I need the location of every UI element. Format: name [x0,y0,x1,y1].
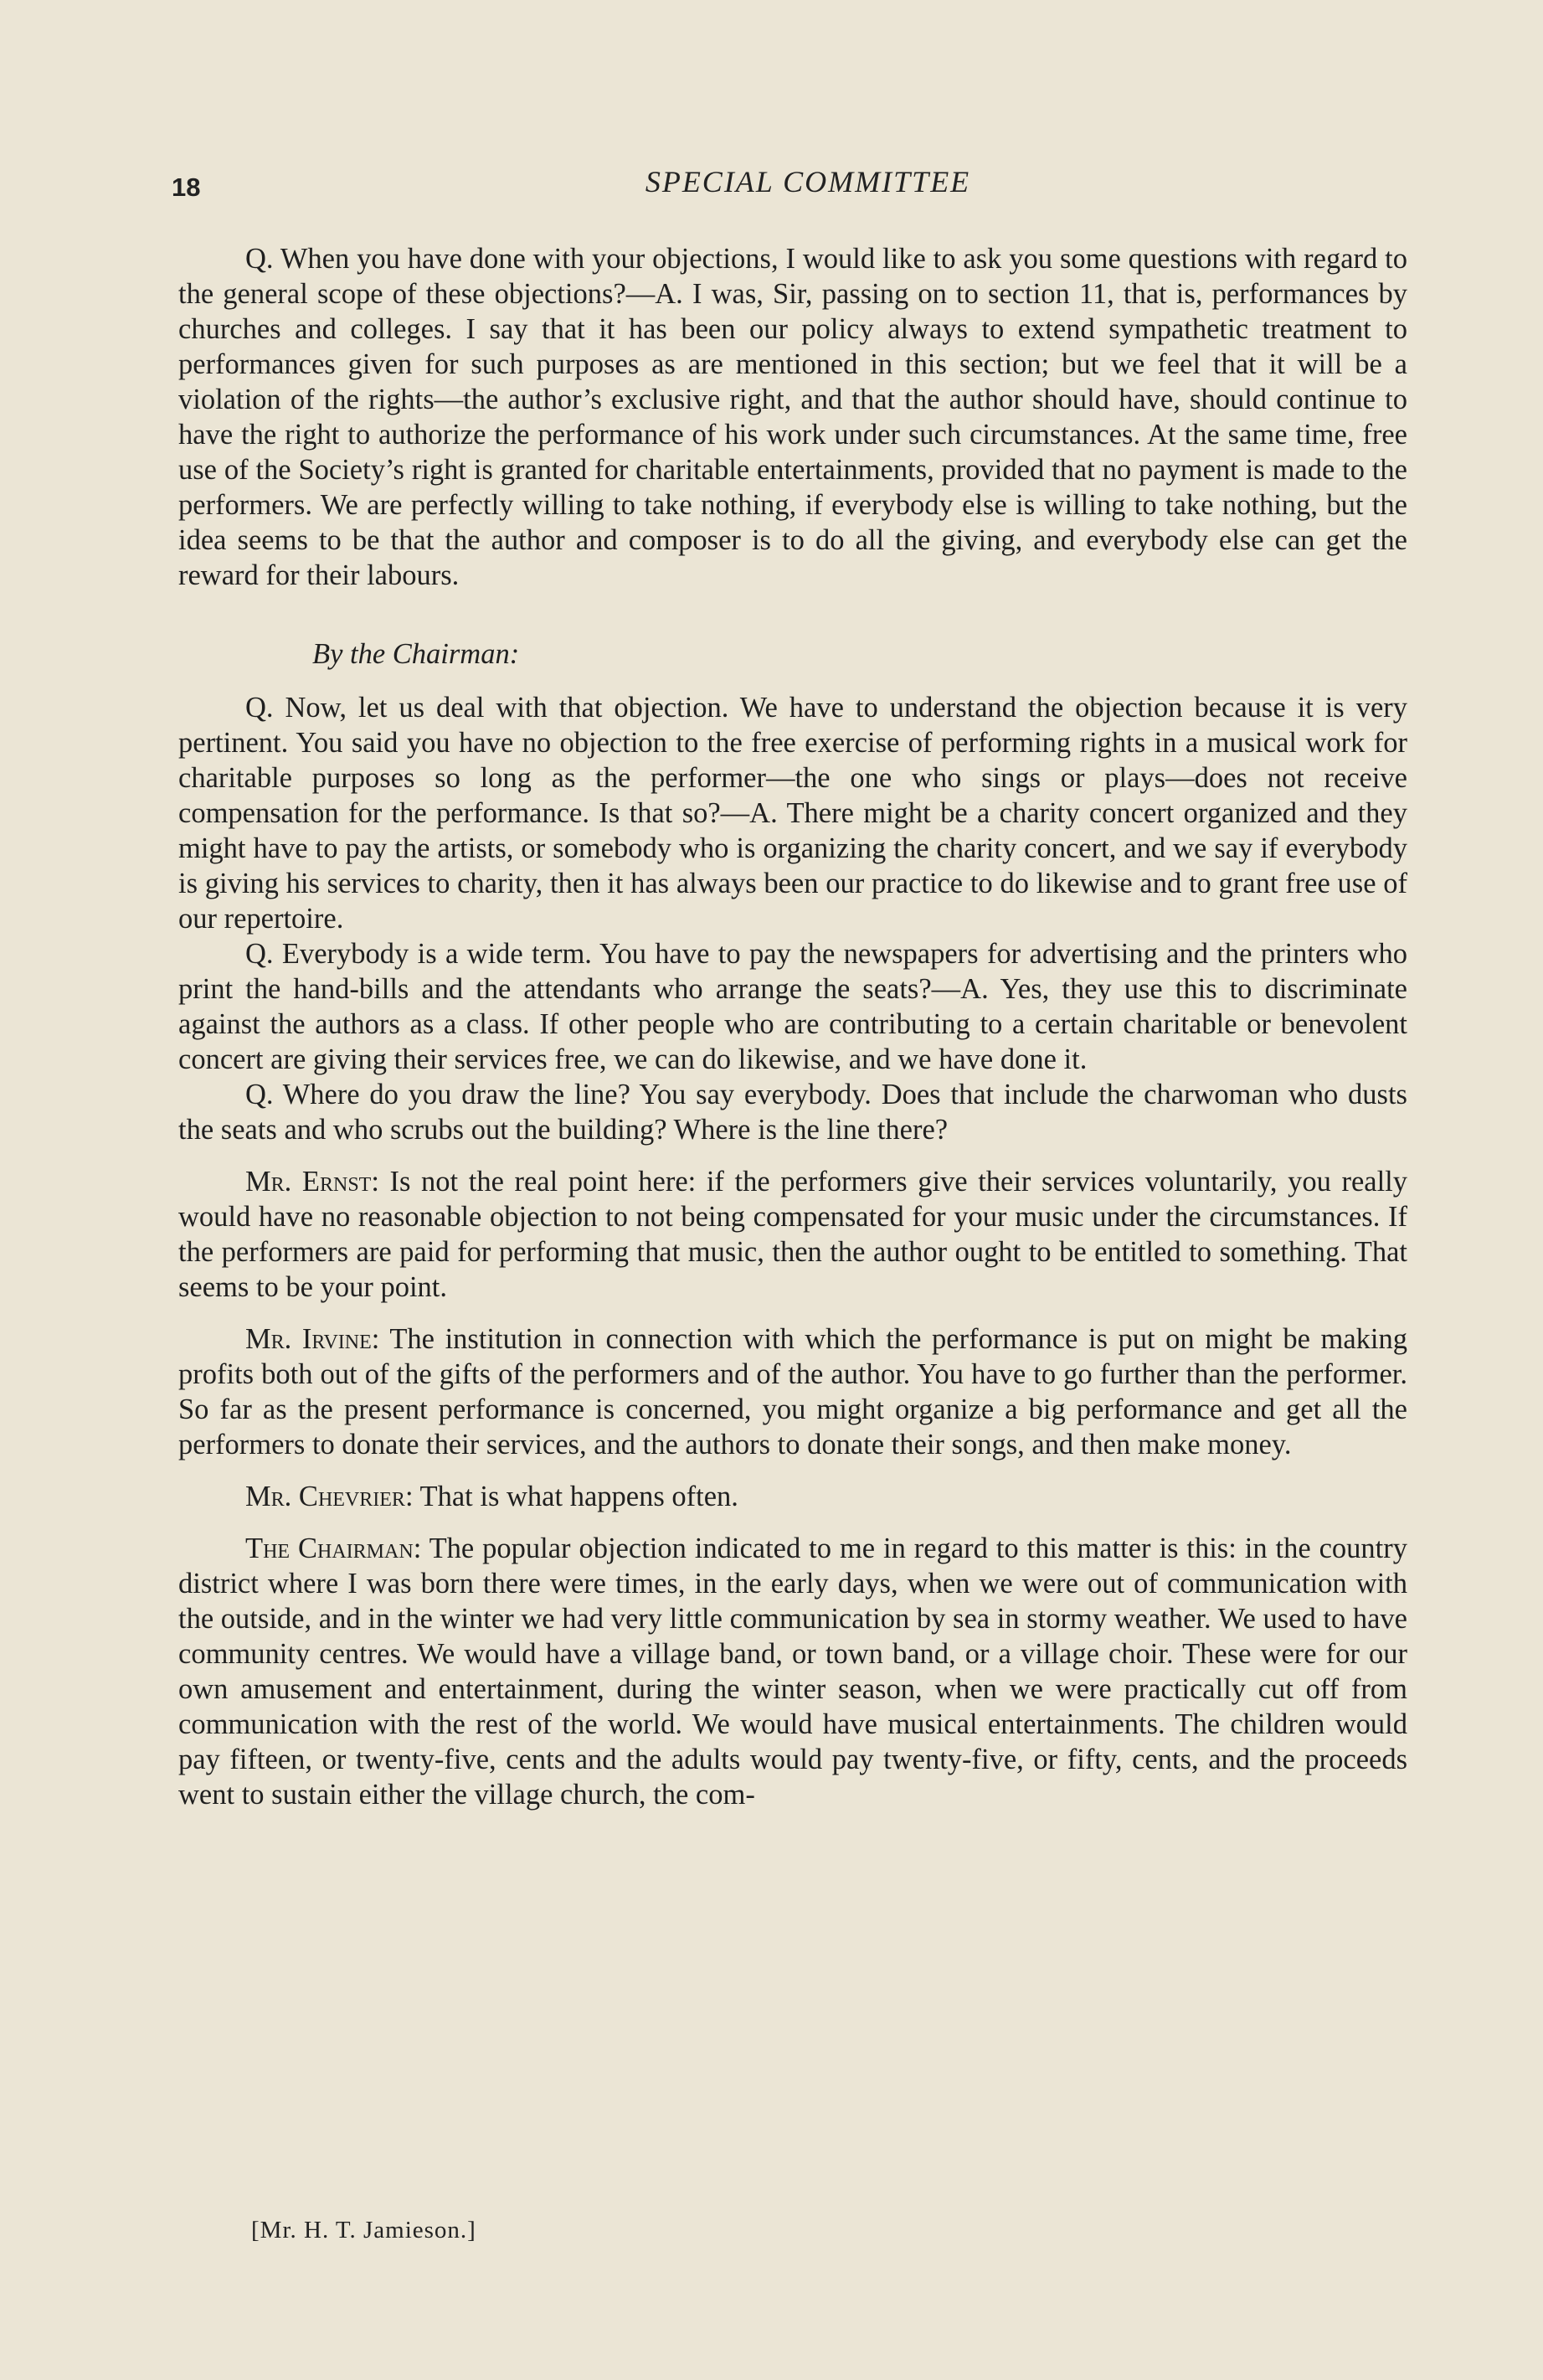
witness-footer: [Mr. H. T. Jamieson.] [251,2217,476,2243]
speaker-name: The Chairman [245,1533,414,1564]
running-title: SPECIAL COMMITTEE [645,165,971,198]
paragraph-ernst [178,1164,1407,1305]
paragraph-chevrier [178,1479,1407,1514]
page-header [172,164,1411,214]
speech-text: : The institution in connection with which the performance is put on might be making profits both out of the gifts of the performers and of the author. You have to go further than the performer. So far as the present performance is concerned, you might organize a big performance and get all the performers to donate their services, and the authors to donate their songs, and then make money. [178,1323,1407,1460]
paragraph-1: Q. When you have done with your objections, I would like to ask you some questions with regard to the general scope of these objections?—A. I was, Sir, passing on to section 11, that is, performances by churches and colleges. I say that it has been our policy always to extend sympathetic treatment to performances given for such purposes as are mentioned in this section; but we feel that it will be a violation of the rights—the author’s exclusive right, and that the author should have, should continue to have the right to authorize the performance of his work under such circumstances. At the same time, free use of the Society’s right is granted for charitable entertainments, provided that no payment is made to the performers. We are perfectly willing to take nothing, if everybody else is willing to take nothing, but the idea seems to be that the author and composer is to do all the giving, and everybody else can get the reward for their labours. [178,243,1407,591]
speech-text: : That is what happens often. [404,1481,738,1512]
speech-text: : Is not the real point here: if the performers give their services voluntarily, you really would have no reasonable objection to not being compensated for your music under the circumstances. If the performers are paid for performing that music, then the author ought to be entitled to something. That seems to be your point. [178,1166,1407,1303]
paragraph-2: Q. Now, let us deal with that objection. We have to understand the objection because it is very pertinent. You said you have no objection to the free exercise of performing rights in a musical work for charitable purposes so long as the performer—the one who sings or plays—does not receive compensation for the performance. Is that so?—A. There might be a charity concert organized and they might have to pay the artists, or somebody who is organizing the charity concert, and we say if everybody is giving his services to charity, then it has always been our practice to do likewise and to grant free use of our repertoire. [178,692,1407,935]
paragraph-3: Q. Everybody is a wide term. You have to pay the newspapers for advertising and the printers who print the hand-bills and the attendants who arrange the seats?—A. Yes, they use this to discriminate against the authors as a class. If other people who are contributing to a certain charitable or benevolent concert are giving their services free, we can do likewise, and we have done it. [178,938,1407,1075]
speaker-name: Mr. Ernst [245,1166,372,1198]
speech-text: : The popular objection indicated to me in regard to this matter is this: in the country district where I was born there were times, in the early days, when we were out of communication with the outside, and in the winter we had very little communication by sea in stormy weather. We used to have community centres. We would have a village band, or town band, or a village choir. These were for our own amusement and entertainment, during the winter season, when we were practically cut off from communication with the rest of the world. We would have musical entertainments. The children would pay fifteen, or twenty-five, cents and the adults would pay twenty-five, or fifty, cents, and the proceeds went to sustain either the village church, the com- [178,1533,1407,1811]
paragraph-4: Q. Where do you draw the line? You say everybody. Does that include the charwoman who dusts the seats and who scrubs out the building? Where is the line there? [178,1079,1407,1146]
page-body [178,241,1407,1812]
paragraph-irvine [178,1321,1407,1462]
speaker-name: Mr. Irvine [245,1323,372,1355]
subheading-by-the-chairman: By the Chairman: [312,638,520,670]
speaker-name: Mr. Chevrier [245,1481,405,1512]
paragraph-chairman [178,1531,1407,1812]
page-number: 18 [172,173,201,202]
